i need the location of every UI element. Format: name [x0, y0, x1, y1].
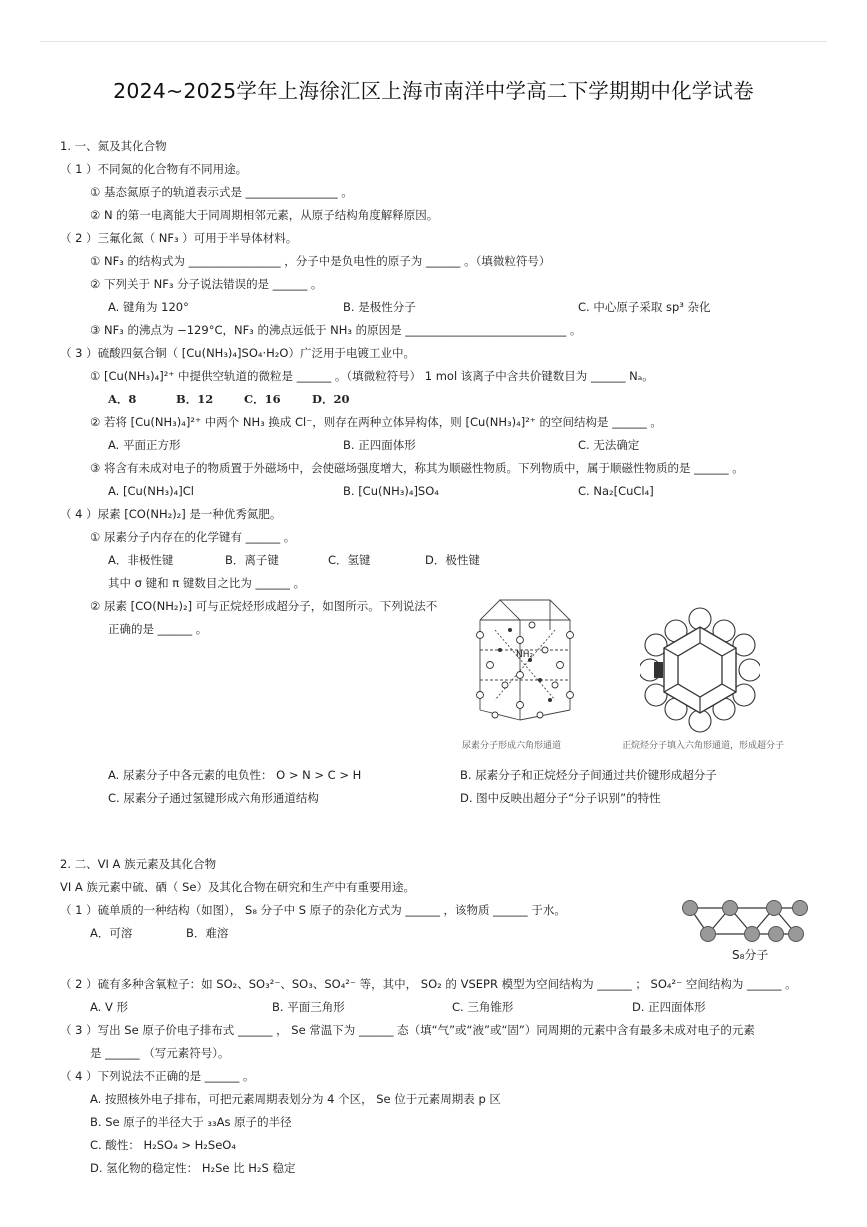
hexagonal-channel-caption: 正烷烃分子填入六角形通道，形成超分子	[622, 741, 785, 751]
q2-part1-option-a: A．可溶	[90, 926, 133, 940]
q1-part3-item3: ③ 将含有未成对电子的物质置于外磁场中，会使磁场强度增大，称其为顺磁性物质。下列物质中，属于顺磁性物质的是 ______ 。	[90, 461, 744, 475]
q1-part3-item1-option-a: A．8	[108, 392, 137, 406]
s8-molecule-drawing	[678, 896, 818, 948]
q1-part3-item1-option-c: C．16	[244, 392, 281, 406]
top-divider	[40, 41, 827, 42]
q1-part3-item2-option-b: B. 正四面体形	[343, 438, 416, 452]
q1-part2-item2: ② 下列关于 NF₃ 分子说法错误的是 ______ 。	[90, 277, 323, 291]
q1-part4-item1-option-a: A．非极性键	[108, 553, 174, 567]
q1-part3-item1-option-b: B．12	[176, 392, 214, 406]
urea-channel-caption: 尿素分子形成六角形通道	[462, 741, 562, 751]
q2-part1-option-b: B．难溶	[186, 926, 229, 940]
q1-part4-item1-ratio: 其中 σ 键和 π 键数目之比为 ______ 。	[108, 576, 306, 590]
q1-part3-item3-option-a: A. [Cu(NH₃)₄]Cl	[108, 484, 194, 498]
q2-part4-label: （ 4 ）下列说法不正确的是 ______ 。	[60, 1069, 255, 1083]
q2-part4-option-c: C. 酸性： H₂SO₄ > H₂SeO₄	[90, 1138, 236, 1152]
q1-part2-option-c: C. 中心原子采取 sp³ 杂化	[578, 300, 711, 314]
q1-part3-item1: ① [Cu(NH₃)₄]²⁺ 中提供空轨道的微粒是 ______ 。（填微粒符号） 1 mol 该离子中含共价键数目为 ______ Nₐ。	[90, 369, 654, 383]
urea-channel-figure	[460, 590, 590, 740]
q1-part3-item2: ② 若将 [Cu(NH₃)₄]²⁺ 中两个 NH₃ 换成 Cl⁻，则存在两种立体异构体，则 [Cu(NH₃)₄]²⁺ 的空间结构是 ______ 。	[90, 415, 662, 429]
q1-part2-option-a: A. 键角为 120°	[108, 300, 189, 314]
q1-part4-item2-line1: ② 尿素 [CO(NH₂)₂] 可与正烷烃形成超分子，如图所示。下列说法不	[90, 599, 438, 613]
q1-part1-label: （ 1 ）不同氮的化合物有不同用途。	[60, 162, 248, 176]
s8-molecule-figure	[678, 896, 818, 948]
q2-part2-option-c: C. 三角锥形	[452, 1000, 514, 1014]
q1-part1-item1: ① 基态氮原子的轨道表示式是 ________________ 。	[90, 185, 353, 199]
q1-part2-option-b: B. 是极性分子	[343, 300, 416, 314]
hexagonal-channel-figure	[640, 605, 760, 735]
q1-part4-option-c: C. 尿素分子通过氢键形成六角形通道结构	[108, 791, 319, 805]
q2-part3-label: （ 3 ）写出 Se 原子价电子排布式 ______ ， Se 常温下为 ______ 态（填“气”或“液”或“固”）同周期的元素中含有最多未成对电子的元素	[60, 1023, 755, 1037]
s8-molecule-caption: S₈分子	[732, 948, 769, 962]
q1-part4-item1: ① 尿素分子内存在的化学键有 ______ 。	[90, 530, 296, 544]
q1-part4-item1-option-c: C．氢键	[328, 553, 371, 567]
q1-heading: 1. 一、氮及其化合物	[60, 139, 167, 153]
q2-part2-label: （ 2 ）硫有多种含氧粒子：如 SO₂、SO₃²⁻、SO₃、SO₄²⁻ 等，其中， SO₂ 的 VSEPR 模型为空间结构为 ______ ； SO₄²⁻ 空间结构为 ______ 。	[60, 977, 797, 991]
q2-part2-option-b: B. 平面三角形	[272, 1000, 345, 1014]
q1-part2-label: （ 2 ）三氟化氮（ NF₃ ）可用于半导体材料。	[60, 231, 298, 245]
q1-part1-item2: ② N 的第一电离能大于同周期相邻元素，从原子结构角度解释原因。	[90, 208, 439, 222]
q1-part4-option-d: D. 图中反映出超分子“分子识别”的特性	[460, 791, 661, 805]
q1-part4-option-b: B. 尿素分子和正烷烃分子间通过共价键形成超分子	[460, 768, 717, 782]
q2-part1-label: （ 1 ）硫单质的一种结构（如图）， S₈ 分子中 S 原子的杂化方式为 ______ ，该物质 ______ 于水。	[60, 903, 566, 917]
q2-part4-option-b: B. Se 原子的半径大于 ₃₃As 原子的半径	[90, 1115, 292, 1129]
hexagonal-channel-drawing	[640, 605, 760, 735]
q1-part4-item1-option-d: D．极性键	[425, 553, 480, 567]
q2-part4-option-d: D. 氢化物的稳定性： H₂Se 比 H₂S 稳定	[90, 1161, 296, 1175]
q1-part4-item1-option-b: B．离子键	[225, 553, 279, 567]
q2-part4-option-a: A. 按照核外电子排布，可把元素周期表划分为 4 个区， Se 位于元素周期表 p 区	[90, 1092, 501, 1106]
q1-part3-item2-option-a: A. 平面正方形	[108, 438, 181, 452]
q2-part3-label2: 是 ______ （写元素符号）。	[90, 1046, 230, 1060]
q1-part2-item3: ③ NF₃ 的沸点为 −129°C，NF₃ 的沸点远低于 NH₃ 的原因是 ____________________________ 。	[90, 323, 582, 337]
q2-intro: VI A 族元素中硫、硒（ Se）及其化合物在研究和生产中有重要用途。	[60, 880, 415, 894]
q1-part3-item1-option-d: D．20	[312, 392, 350, 406]
page-title: 2024~2025学年上海徐汇区上海市南洋中学高二下学期期中化学试卷	[113, 79, 754, 103]
q1-part2-item1: ① NF₃ 的结构式为 ________________ ，分子中是负电性的原子为 ______ 。（填微粒符号）	[90, 254, 551, 268]
q1-part4-label: （ 4 ）尿素 [CO(NH₂)₂] 是一种优秀氮肥。	[60, 507, 282, 521]
q1-part3-item2-option-c: C. 无法确定	[578, 438, 640, 452]
q1-part3-label: （ 3 ）硫酸四氨合铜（ [Cu(NH₃)₄]SO₄·H₂O）广泛用于电镀工业中。	[60, 346, 415, 360]
q1-part3-item3-option-c: C. Na₂[CuCl₄]	[578, 484, 654, 498]
q2-part2-option-a: A. V 形	[90, 1000, 128, 1014]
urea-nh2-label: NH₂	[516, 650, 534, 660]
q2-part2-option-d: D. 正四面体形	[632, 1000, 706, 1014]
q1-part3-item3-option-b: B. [Cu(NH₃)₄]SO₄	[343, 484, 439, 498]
q2-heading: 2. 二、VI A 族元素及其化合物	[60, 857, 217, 871]
q1-part4-option-a: A. 尿素分子中各元素的电负性： O > N > C > H	[108, 768, 362, 782]
q1-part4-item2-line2: 正确的是 ______ 。	[108, 622, 208, 636]
urea-channel-drawing	[460, 590, 590, 740]
